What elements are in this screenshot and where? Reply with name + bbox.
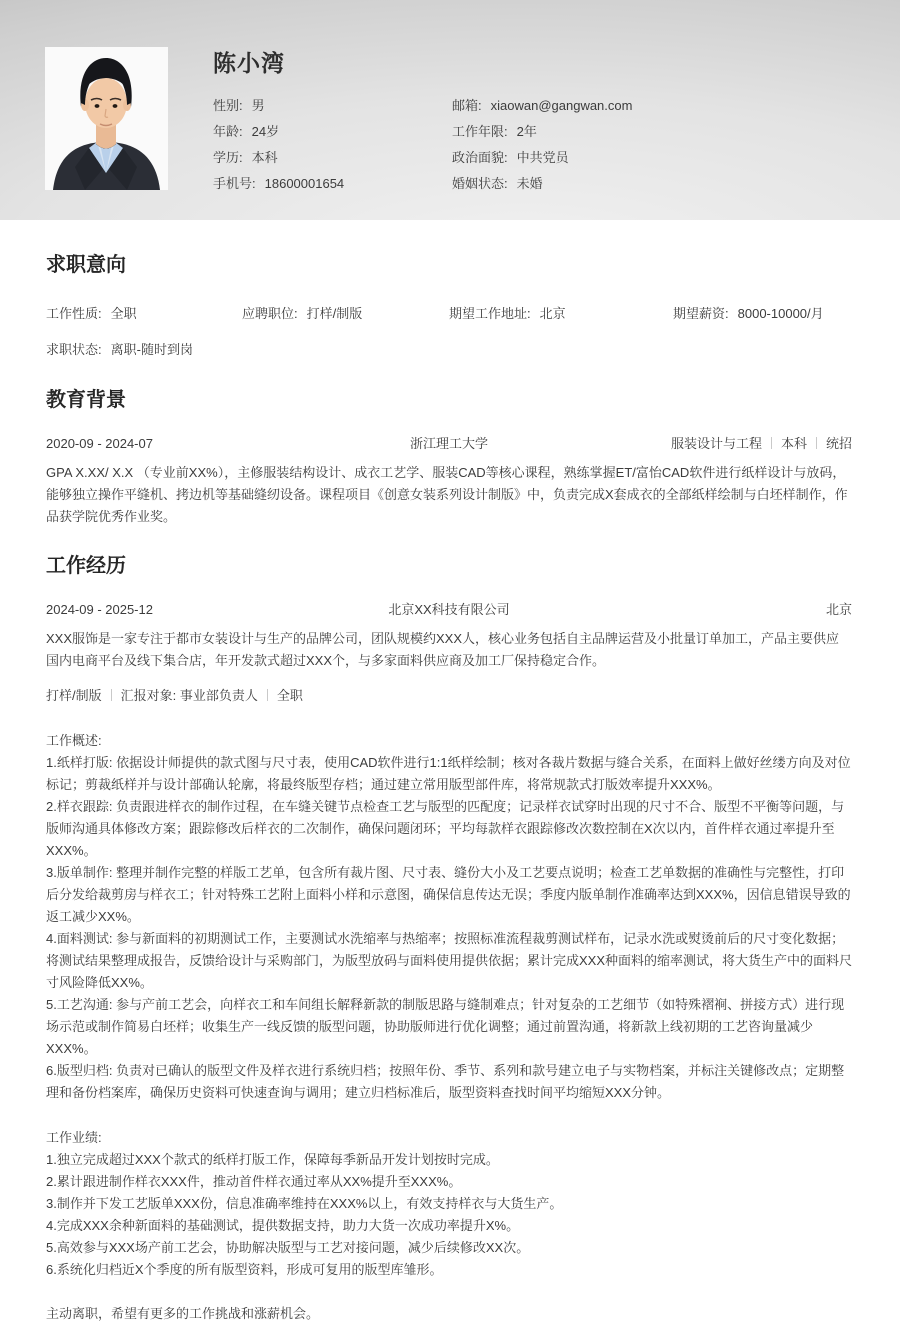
achievement-item: 3.制作并下发工艺版单XXX份，信息准确率维持在XXX%以上，有效支持样衣与大货生产。 <box>46 1196 563 1211</box>
info-value: 中共党员 <box>516 150 569 165</box>
info-gender <box>213 93 452 119</box>
divider <box>771 437 772 449</box>
divider <box>267 689 268 701</box>
education-admission: 统招 <box>825 436 852 451</box>
education-row <box>46 435 852 453</box>
section-title-job-intention: 求职意向 <box>46 254 126 276</box>
resume-body <box>0 253 900 1325</box>
education-period: 2020-09 - 2024-07 <box>46 436 153 451</box>
info-degree <box>213 145 452 171</box>
divider <box>816 437 817 449</box>
field-label: 工作性质: <box>46 306 102 321</box>
achievement-item: 5.高效参与XXX场产前工艺会，协助解决版型与工艺对接问题，减少后续修改XX次。 <box>46 1240 530 1255</box>
field-value: 8000-10000/月 <box>737 306 824 321</box>
header <box>0 0 900 220</box>
info-value: 男 <box>251 98 265 113</box>
info-marital <box>452 171 852 197</box>
education-major: 服装设计与工程 <box>670 436 762 451</box>
position-title: 打样/制版 <box>46 688 102 703</box>
basic-info-grid <box>213 93 852 197</box>
work-company: 北京XX科技有限公司 <box>388 602 510 617</box>
field-job-nature <box>46 305 242 323</box>
field-target-position <box>242 305 449 323</box>
info-value: 24岁 <box>251 124 280 139</box>
field-value: 全职 <box>110 306 137 321</box>
info-label: 婚姻状态: <box>452 176 508 191</box>
basic-info-right <box>452 93 852 197</box>
info-political <box>452 145 852 171</box>
field-label: 求职状态: <box>46 342 102 357</box>
info-label: 工作年限: <box>452 124 508 139</box>
field-value: 离职-随时到岗 <box>110 342 193 357</box>
education-school: 浙江理工大学 <box>409 436 488 451</box>
info-phone <box>213 171 452 197</box>
info-label: 手机号: <box>213 176 256 191</box>
achievement-item: 6.系统化归档近X个季度的所有版型资料，形成可复用的版型库雏形。 <box>46 1262 443 1277</box>
info-email <box>452 93 852 119</box>
overview-item: 6.版型归档: 负责对已确认的版型文件及样衣进行系统归档；按照年份、季节、系列和款号建立电子与实物档案，并标注关键修改点；定期整理和备份档案库，确保历史资料可快速查询与调用；建立归档标准后，版型资料查找时间平均缩短XXX分钟。 <box>46 1063 845 1100</box>
info-years <box>452 119 852 145</box>
education-meta <box>488 435 852 453</box>
candidate-name: 陈小湾 <box>213 50 285 76</box>
education-description: GPA X.XX/ X.X （专业前XX%），主修服装结构设计、成衣工艺学、服装CAD等核心课程，熟练掌握ET/富怡CAD软件进行纸样设计与放码，能够独立操作平缝机、拷边机等基础缝纫设备。课程项目《创意女装系列设计制版》中，负责完成X套成衣的全部纸样绘制与白坯样制作，作品获学院优秀作业奖。 <box>46 465 848 524</box>
job-type: 全职 <box>276 688 303 703</box>
achievements-title: 工作业绩: <box>46 1130 102 1145</box>
field-expected-salary <box>673 305 852 323</box>
position-line <box>46 685 852 707</box>
leave-reason: 主动离职，希望有更多的工作挑战和涨薪机会。 <box>46 1306 320 1321</box>
info-value: 18600001654 <box>264 176 345 191</box>
education-degree: 本科 <box>780 436 807 451</box>
achievement-item: 1.独立完成超过XXX个款式的纸样打版工作，保障每季新品开发计划按时完成。 <box>46 1152 499 1167</box>
info-label: 性别: <box>213 98 243 113</box>
overview-item: 3.版单制作: 整理并制作完整的样版工艺单，包含所有裁片图、尺寸表、缝份大小及工艺要点说明；检查工艺单数据的准确性与完整性，打印后分发给裁剪房与样衣工；针对特殊工艺附上面料小样和示意图，确保信息传达无误；季度内版单制作准确率达到XXX%，因信息错误导致的返工减少XX%。 <box>46 865 851 924</box>
job-intention-fields <box>46 305 852 323</box>
work-location: 北京 <box>825 602 852 617</box>
info-label: 邮箱: <box>452 98 482 113</box>
field-job-status <box>46 341 852 359</box>
header-text <box>213 50 852 197</box>
basic-info-left <box>213 93 452 197</box>
work-period: 2024-09 - 2025-12 <box>46 602 153 617</box>
field-value: 打样/制版 <box>306 306 363 321</box>
section-title-work: 工作经历 <box>46 555 126 577</box>
work-row <box>46 601 852 619</box>
field-label: 应聘职位: <box>242 306 298 321</box>
overview-item: 5.工艺沟通: 参与产前工艺会，向样衣工和车间组长解释新款的制版思路与缝制难点；针对复杂的工艺细节（如特殊褶裥、拼接方式）进行现场示范或制作简易白坯样；收集生产一线反馈的版型问题，协助版师进行优化调整；通过前置沟通，将新款上线初期的工艺咨询量减少XXX%。 <box>46 997 845 1056</box>
overview-title: 工作概述: <box>46 733 102 748</box>
profile-photo <box>45 47 168 190</box>
achievement-item: 2.累计跟进制作样衣XXX件，推动首件样衣通过率从XX%提升至XXX%。 <box>46 1174 462 1189</box>
field-target-city <box>449 305 673 323</box>
info-age <box>213 119 452 145</box>
overview-item: 1.纸样打版: 依据设计师提供的款式图与尺寸表，使用CAD软件进行1:1纸样绘制；核对各裁片数据与缝合关系，在面料上做好丝缕方向及对位标记；剪裁纸样并与设计部确认轮廓，将最终版型存档；通过建立常用版型部件库，将常规款式打版效率提升XXX%。 <box>46 755 851 792</box>
work-overview <box>46 730 852 1104</box>
info-label: 学历: <box>213 150 243 165</box>
section-title-education: 教育背景 <box>46 389 126 411</box>
report-to: 汇报对象: 事业部负责人 <box>120 688 258 703</box>
overview-item: 4.面料测试: 参与新面料的初期测试工作，主要测试水洗缩率与热缩率；按照标准流程裁剪测试样布，记录水洗或熨烫前后的尺寸变化数据；将测试结果整理成报告，反馈给设计与采购部门，为版型放码与面料使用提供依据；累计完成XXX种面料的缩率测试，将大货生产中的面料尺寸风险降低XX%。 <box>46 931 853 990</box>
info-value: 未婚 <box>516 176 543 191</box>
company-intro: XXX服饰是一家专注于都市女装设计与生产的品牌公司，团队规模约XXX人，核心业务包括自主品牌运营及小批量订单加工，产品主要供应国内电商平台及线下集合店，年开发款式超过XXX个，与多家面料供应商及加工厂保持稳定合作。 <box>46 631 840 668</box>
overview-item: 2.样衣跟踪: 负责跟进样衣的制作过程，在车缝关键节点检查工艺与版型的匹配度；记录样衣试穿时出现的尺寸不合、版型不平衡等问题，与版师沟通具体修改方案；跟踪修改后样衣的二次制作，确保问题闭环；平均每款样衣跟踪修改次数控制在X次以内，首件样衣通过率提升至XXX%。 <box>46 799 845 858</box>
info-value: 2年 <box>516 124 537 139</box>
achievement-item: 4.完成XXX余种新面料的基础测试，提供数据支持，助力大货一次成功率提升X%。 <box>46 1218 520 1233</box>
info-value: xiaowan@gangwan.com <box>490 98 633 113</box>
divider <box>111 689 112 701</box>
field-label: 期望工作地址: <box>449 306 531 321</box>
info-label: 年龄: <box>213 124 243 139</box>
field-value: 北京 <box>539 306 566 321</box>
portrait-illustration <box>45 47 168 190</box>
info-value: 本科 <box>251 150 278 165</box>
info-label: 政治面貌: <box>452 150 508 165</box>
field-label: 期望薪资: <box>673 306 729 321</box>
work-achievements <box>46 1127 852 1281</box>
